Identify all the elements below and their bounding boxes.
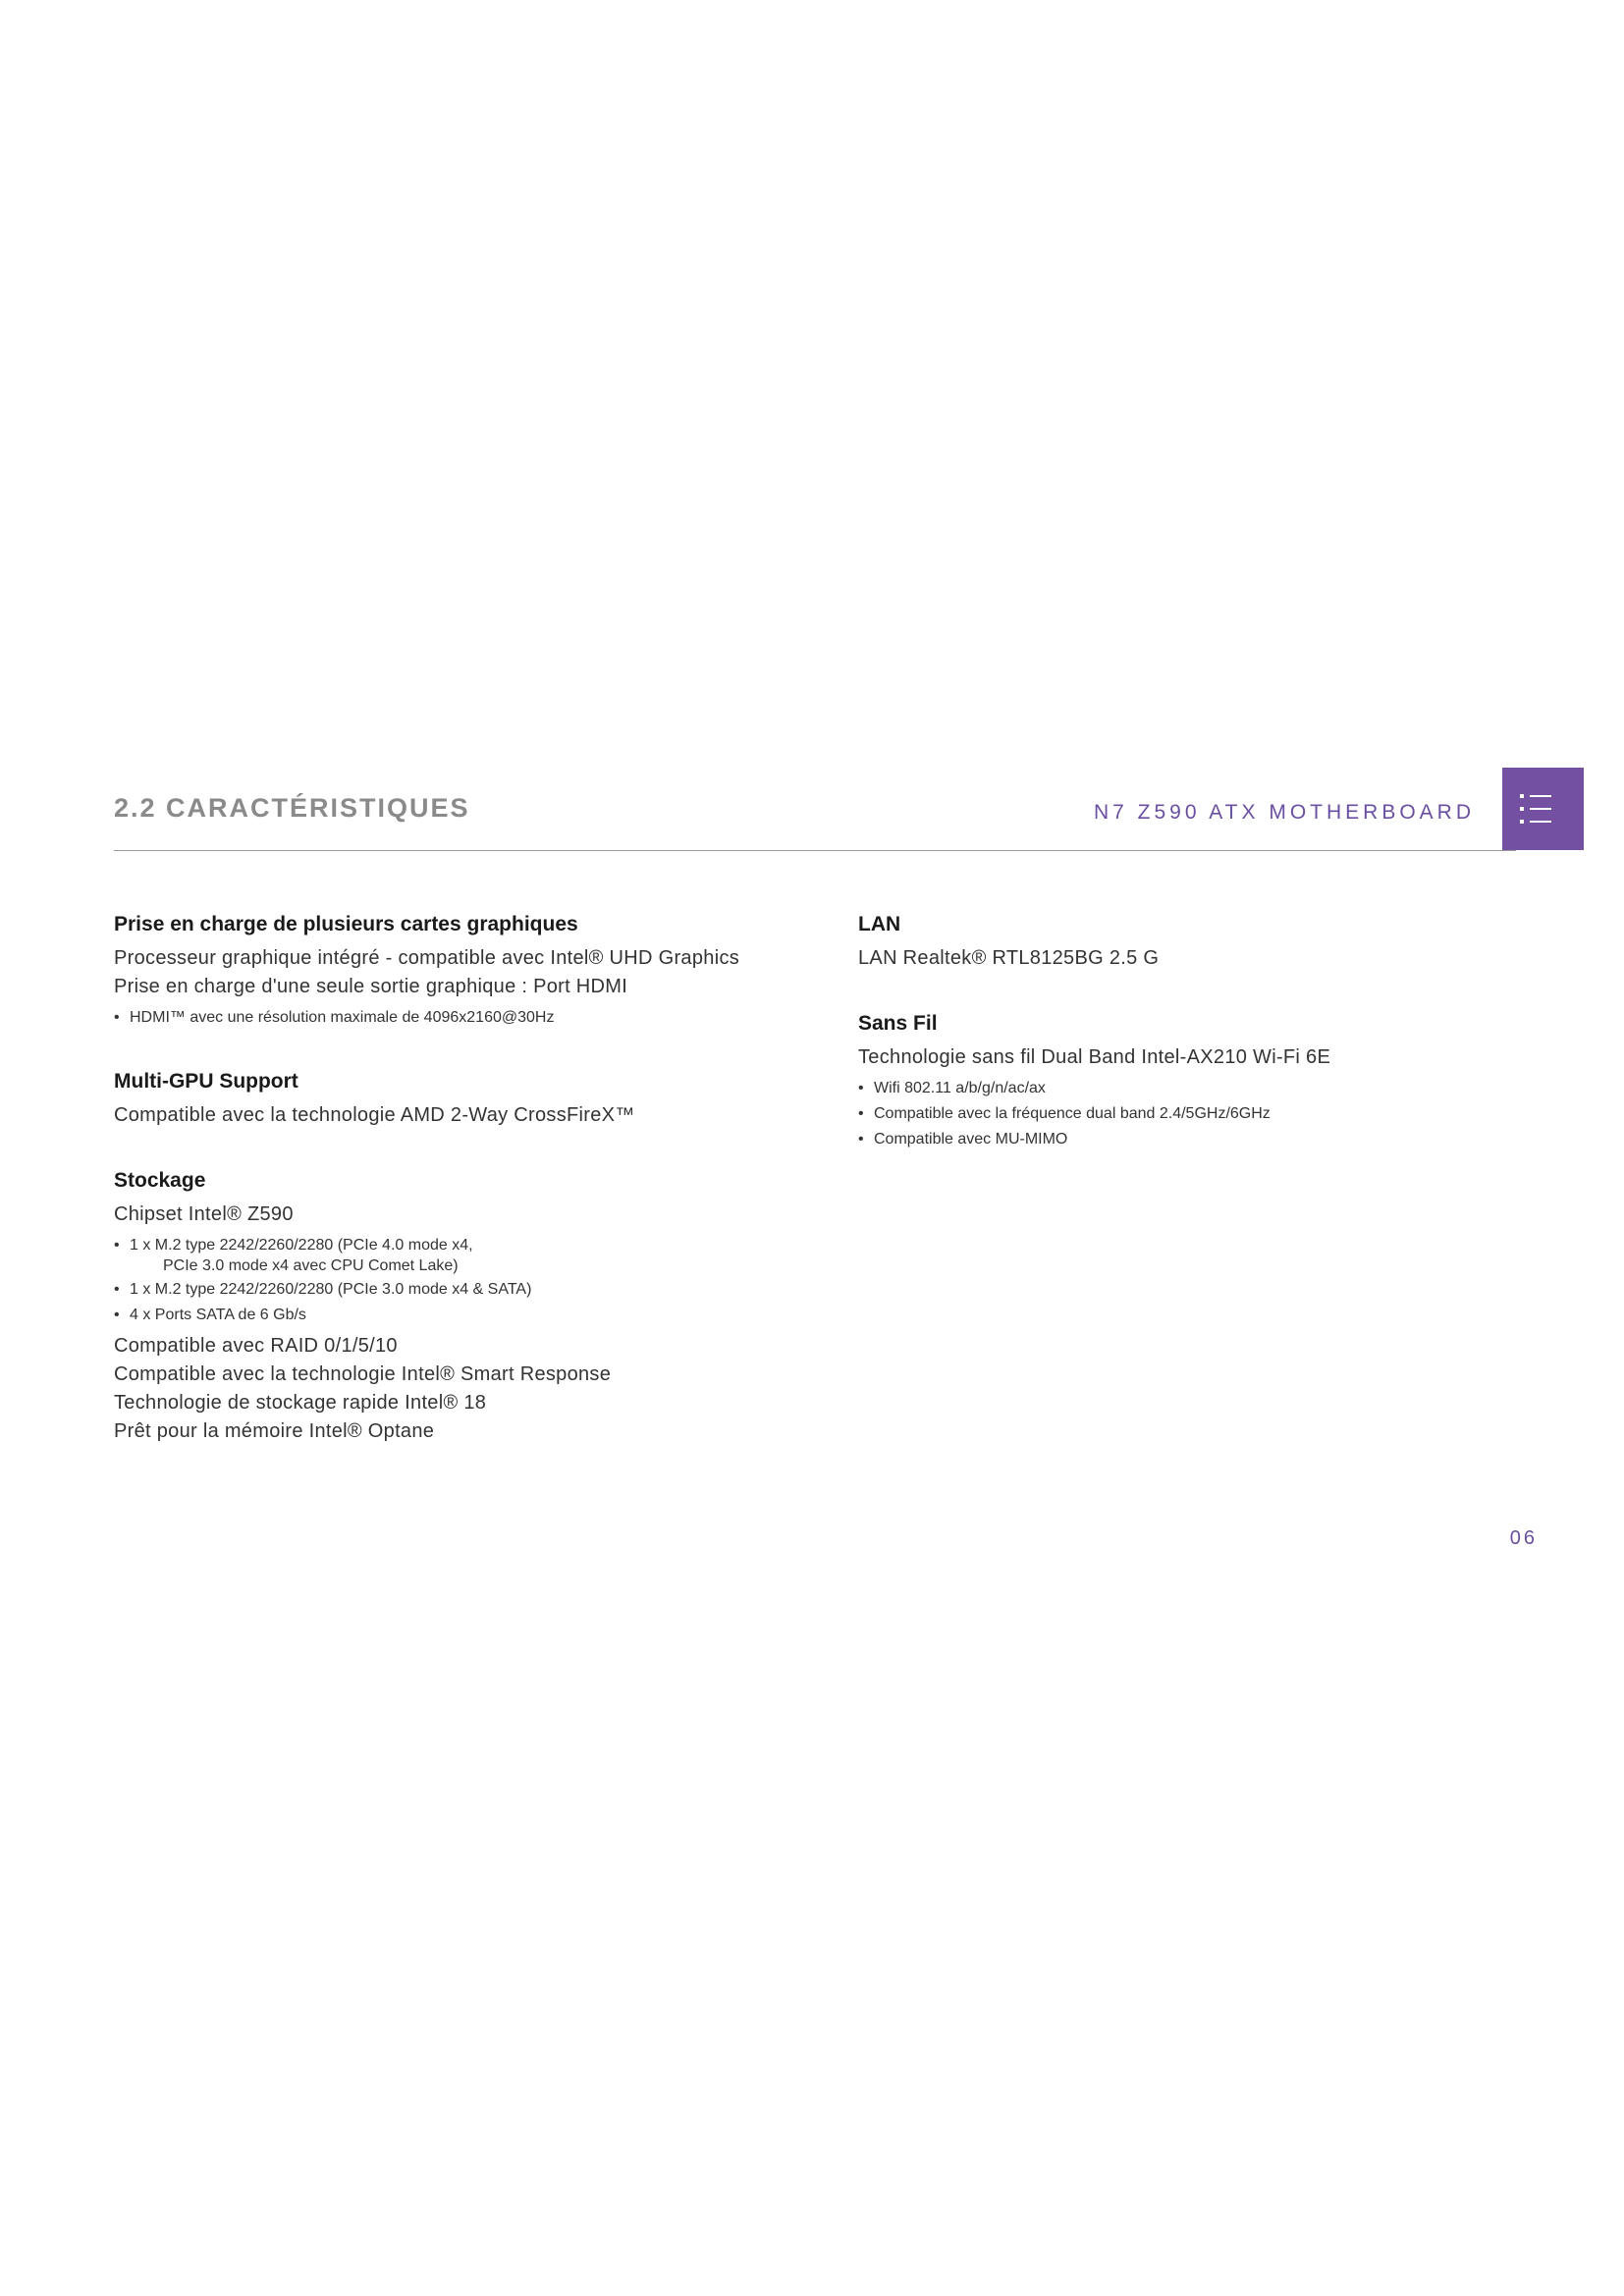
section-wireless <box>858 1010 1545 1152</box>
spec-line: Processeur graphique intégré - compatible avec Intel® UHD Graphics <box>114 947 740 969</box>
list-item: • Compatible avec la fréquence dual band 2.4/5GHz/6GHz <box>858 1101 1545 1127</box>
section-title: Sans Fil <box>858 1012 938 1035</box>
section-title: LAN <box>858 913 901 935</box>
list-item <box>114 1233 801 1277</box>
spec-line: Prise en charge d'une seule sortie graphique : Port HDMI <box>114 976 628 997</box>
list-item: • Compatible avec MU-MIMO <box>858 1127 1545 1152</box>
spec-line: Compatible avec la technologie Intel® Smart Response <box>114 1363 612 1385</box>
bullet-list <box>858 1076 1545 1152</box>
list-menu-icon <box>1502 768 1584 850</box>
spec-line: Technologie de stockage rapide Intel® 18 <box>114 1392 487 1414</box>
section-storage <box>114 1167 801 1446</box>
spec-line: Chipset Intel® Z590 <box>114 1203 294 1225</box>
bullet-list <box>114 1005 801 1031</box>
section-multi-graphics <box>114 911 801 1031</box>
section-title: Multi-GPU Support <box>114 1070 298 1093</box>
spec-line: Prêt pour la mémoire Intel® Optane <box>114 1420 435 1442</box>
section-title: Stockage <box>114 1169 206 1192</box>
right-column <box>858 911 1545 1190</box>
left-column <box>114 911 801 1483</box>
spec-line: Compatible avec la technologie AMD 2-Way CrossFireX™ <box>114 1104 635 1126</box>
section-lan <box>858 911 1545 973</box>
section-title: Prise en charge de plusieurs cartes graphiques <box>114 913 578 935</box>
product-name: N7 Z590 ATX MOTHERBOARD <box>1093 801 1475 824</box>
menu-button[interactable] <box>1502 768 1584 850</box>
section-multi-gpu <box>114 1068 801 1130</box>
bullet-list <box>114 1233 801 1328</box>
list-item <box>114 1303 801 1328</box>
spec-line: LAN Realtek® RTL8125BG 2.5 G <box>858 947 1160 969</box>
page-number: 06 <box>1509 1527 1538 1549</box>
list-item: • HDMI™ avec une résolution maximale de 4096x2160@30Hz <box>114 1005 801 1031</box>
spec-line: Compatible avec RAID 0/1/5/10 <box>114 1335 398 1357</box>
spec-line: Technologie sans fil Dual Band Intel-AX210 Wi-Fi 6E <box>858 1046 1331 1068</box>
list-item <box>114 1277 801 1303</box>
page-title: 2.2 CARACTÉRISTIQUES <box>114 793 470 823</box>
list-item-text: 1 x M.2 type 2242/2260/2280 (PCIe 3.0 mode x4 & SATA) <box>130 1281 532 1298</box>
list-item-continuation: PCIe 3.0 mode x4 avec CPU Comet Lake) <box>163 1257 459 1274</box>
storage-features <box>114 1332 801 1446</box>
list-item-text: 1 x M.2 type 2242/2260/2280 (PCIe 4.0 mode x4, <box>130 1237 473 1254</box>
list-item: • Wifi 802.11 a/b/g/n/ac/ax <box>858 1076 1545 1101</box>
list-item-text: 4 x Ports SATA de 6 Gb/s <box>130 1307 306 1323</box>
header-divider <box>114 850 1516 851</box>
